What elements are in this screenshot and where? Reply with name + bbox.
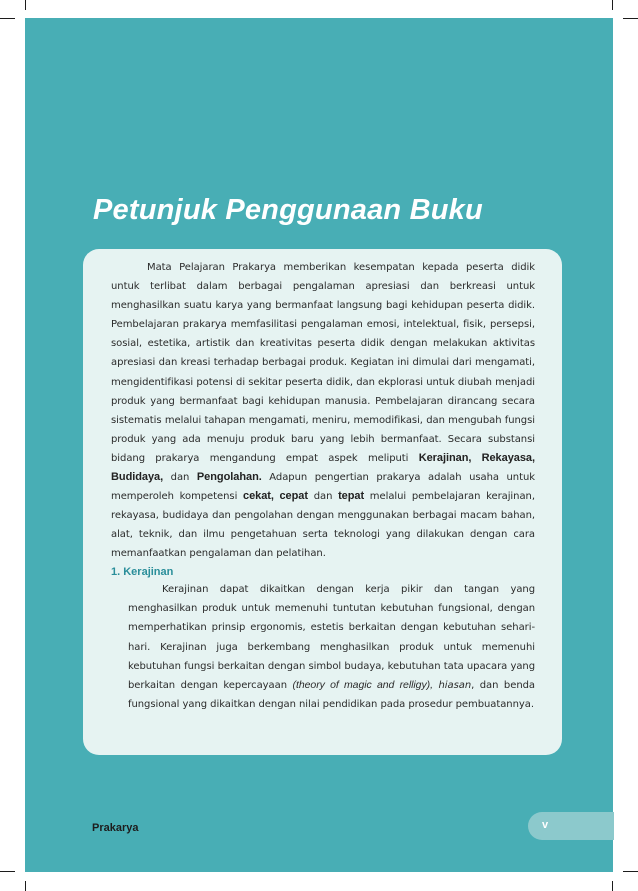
page-number: v	[542, 819, 549, 831]
section-text-2: , dan benda fungsional yang dikaitkan dengan nilai pendidikan pada prosedur pembuatannya.	[128, 680, 535, 711]
intro-text-3: melalui pembelajaran kerajinan, rekayasa, budidaya dan pengolahan dengan menggunakan berbagai macam bahan, alat, teknik, dan ilmu pengetahuan serta teknologi yang dilakukan dengan cara memanfaatkan pengalaman dan pelatihan.	[111, 491, 535, 560]
section-heading-kerajinan: 1. Kerajinan	[111, 566, 174, 578]
crop-mark	[623, 871, 638, 872]
section-text-1: Kerajinan dapat dikaitkan dengan kerja pikir dan tangan yang menghasilkan produk untuk memenuhi tuntutan kebutuhan fungsional, dengan memperhatikan prinsip ergonomis, estetis berkaitan dengan kebutuhan sehari-hari. Kerajinan juga berkembang menghasilkan produk untuk memenuhi kebutuhan fungsi berkaitan dengan simbol budaya, kebutuhan tata upacara yang berkaitan dengan kepercayaan	[128, 584, 535, 692]
crop-mark	[623, 18, 638, 19]
aspect-last-bold: Pengolahan.	[196, 471, 262, 484]
aspects-bold: Kerajinan, Rekayasa, Budidaya,	[111, 451, 535, 484]
intro-text-1: Mata Pelajaran Prakarya memberikan kesempatan kepada peserta didik untuk terlibat dalam berbagai pengalaman apresiasi dan berkreasi untuk menghasilkan suatu karya yang bermanfaat langsung bagi kehidupan peserta didik. Pembelajaran prakarya memfasilitasi pengalaman emosi, intelektual, fisik, persepsi, sosial, estetika, artistik dan kreativitas peserta didik dengan melakukan aktivitas apresiasi dan kreasi terhadap berbagai produk. Kegiatan ini dimulai dari mengamati, mengidentifikasi potensi di sekitar peserta didik, dan ekplorasi untuk diubah menjadi produk yang bermanfaat bagi kehidupan manusia. Pembelajaran dirancang secara sistematis melalui tahapan mengamati, meniru, memodifikasi, dan mengubah fungsi produk yang ada menuju produk baru yang lebih bermanfaat. Secara substansi bidang prakarya mengandung empat aspek meliputi	[111, 262, 535, 464]
crop-mark	[25, 881, 26, 891]
footer-book-title: Prakarya	[92, 822, 139, 834]
crop-mark	[0, 18, 15, 19]
italic-theory-phrase: (theory of magic and relligy),	[292, 679, 433, 692]
intro-dan-2: dan	[313, 491, 333, 503]
crop-mark	[612, 0, 613, 10]
section-paragraph-kerajinan	[128, 580, 535, 714]
keyword-cekat-cepat: cekat, cepat	[243, 490, 308, 503]
crop-mark	[25, 0, 26, 10]
intro-dan-1: dan	[170, 472, 190, 484]
intro-paragraph	[111, 258, 535, 564]
italic-hiasan: hiasan	[438, 680, 472, 692]
intro-text-2: Adapun pengertian prakarya adalah usaha untuk memperoleh kompetensi	[111, 472, 535, 503]
page-title: Petunjuk Penggunaan Buku	[93, 194, 483, 226]
crop-mark	[0, 871, 15, 872]
keyword-tepat: tepat	[338, 490, 365, 503]
crop-mark	[612, 881, 613, 891]
page-number-tab	[528, 812, 614, 840]
